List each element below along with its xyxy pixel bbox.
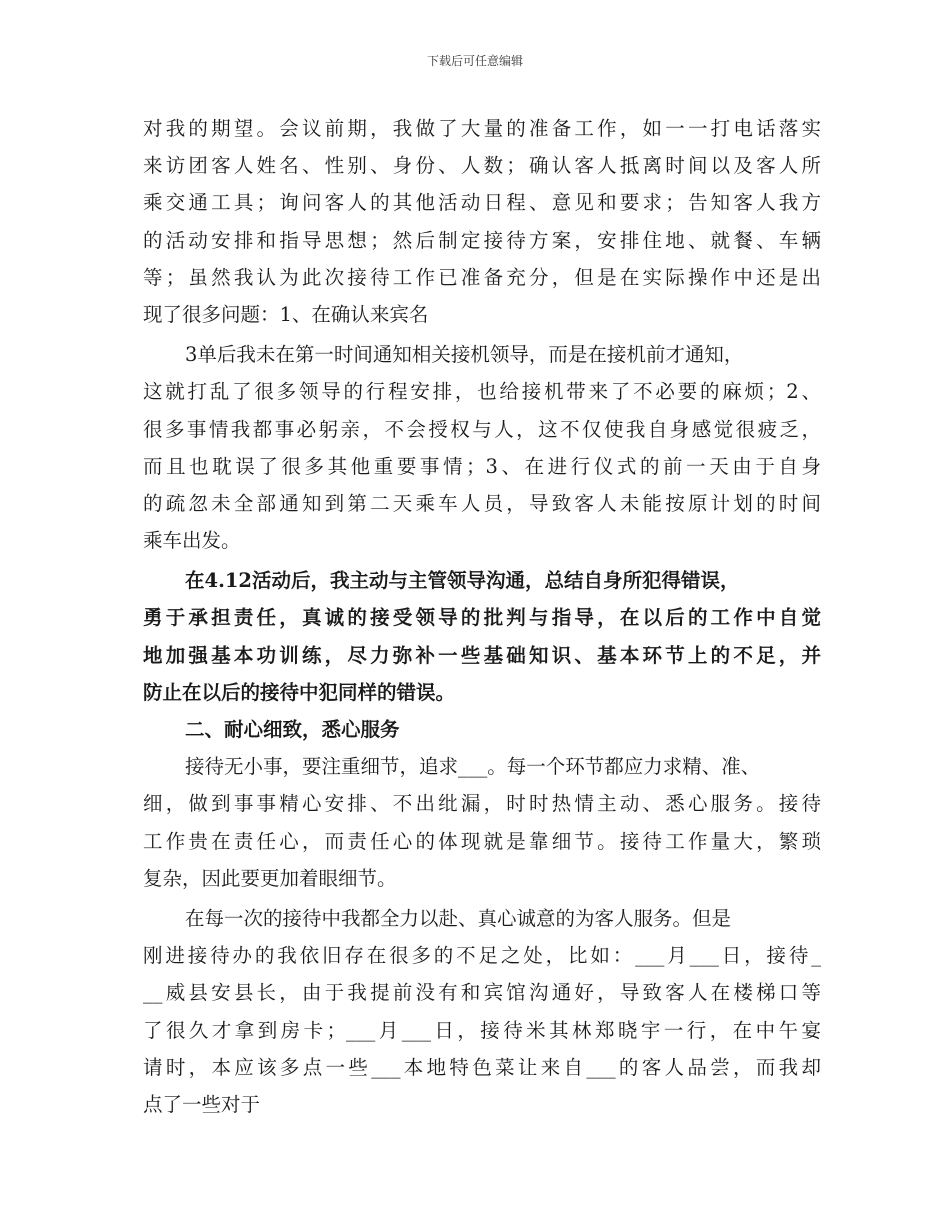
text-line: 接待无小事，要注重细节，追求___。每一个环节都应力求精、准、 xyxy=(185,755,761,779)
text-line: 而且也耽误了很多其他重要事情；3、在进行仪式的前一天由于自身 xyxy=(143,454,821,478)
text-line: 细，做到事事精心安排、不出纰漏，时时热情主动、悉心服务。接待 xyxy=(143,792,821,816)
document-body xyxy=(143,110,821,1123)
text-line: 等；虽然我认为此次接待工作已准备充分，但是在实际操作中还是出 xyxy=(143,265,821,289)
text-line: 复杂，因此要更加着眼细节。 xyxy=(143,866,397,890)
text-line: 刚进接待办的我依旧存在很多的不足之处，比如：___月___日，接待_ xyxy=(143,944,821,968)
text-line: 地加强基本功训练，尽力弥补一些基础知识、基本环节上的不足，并 xyxy=(143,643,821,667)
text-line: 来访团客人姓名、性别、身份、人数；确认客人抵离时间以及客人所 xyxy=(143,154,821,178)
text-line: 在4.12活动后，我主动与主管领导沟通，总结自身所犯得错误， xyxy=(185,569,740,593)
text-line: 的活动安排和指导思想；然后制定接待方案，安排住地、就餐、车辆 xyxy=(143,228,821,252)
paragraph xyxy=(143,900,821,1123)
text-line: 工作贵在责任心，而责任心的体现就是靠细节。接待工作量大，繁琐 xyxy=(143,829,821,853)
text-line: 的疏忽未全部通知到第二天乘车人员，导致客人未能按原计划的时间 xyxy=(143,491,821,515)
text-line: __威县安县长，由于我提前没有和宾馆沟通好，导致客人在楼梯口等 xyxy=(143,981,821,1005)
paragraph xyxy=(143,110,821,333)
text-line: 这就打乱了很多领导的行程安排，也给接机带来了不必要的麻烦；2、 xyxy=(143,380,821,404)
text-line: 乘交通工具；询问客人的其他活动日程、意见和要求；告知客人我方 xyxy=(143,191,821,215)
paragraph-bold xyxy=(143,562,821,711)
paragraph xyxy=(143,336,821,559)
text-line: 勇于承担责任，真诚的接受领导的批判与指导，在以后的工作中自觉 xyxy=(143,606,821,630)
paragraph xyxy=(143,748,821,897)
text-line: 很多事情我都事必躬亲，不会授权与人，这不仅使我自身感觉很疲乏， xyxy=(143,417,821,441)
text-line: 3单后我未在第一时间通知相关接机领导，而是在接机前才通知， xyxy=(185,343,744,367)
text-line: 了很久才拿到房卡；___月___日，接待米其林郑晓宇一行，在中午宴 xyxy=(143,1018,821,1042)
text-line: 现了很多问题：1、在确认来宾名 xyxy=(143,302,429,326)
text-line: 点了一些对于 xyxy=(143,1092,261,1116)
text-line: 对我的期望。会议前期，我做了大量的准备工作，如一一打电话落实 xyxy=(143,117,821,140)
page-header: 下载后可任意编辑 xyxy=(426,54,523,68)
section-heading xyxy=(143,711,821,748)
text-line: 乘车出发。 xyxy=(143,529,241,553)
text-line: 防止在以后的接待中犯同样的错误。 xyxy=(143,680,456,704)
text-line: 在每一次的接待中我都全力以赴、真心诚意的为客人服务。但是 xyxy=(185,906,732,930)
text-line: 二、耐心细致，悉心服务 xyxy=(185,718,400,741)
text-line: 请时，本应该多点一些___本地特色菜让来自___的客人品尝，而我却 xyxy=(143,1055,821,1079)
